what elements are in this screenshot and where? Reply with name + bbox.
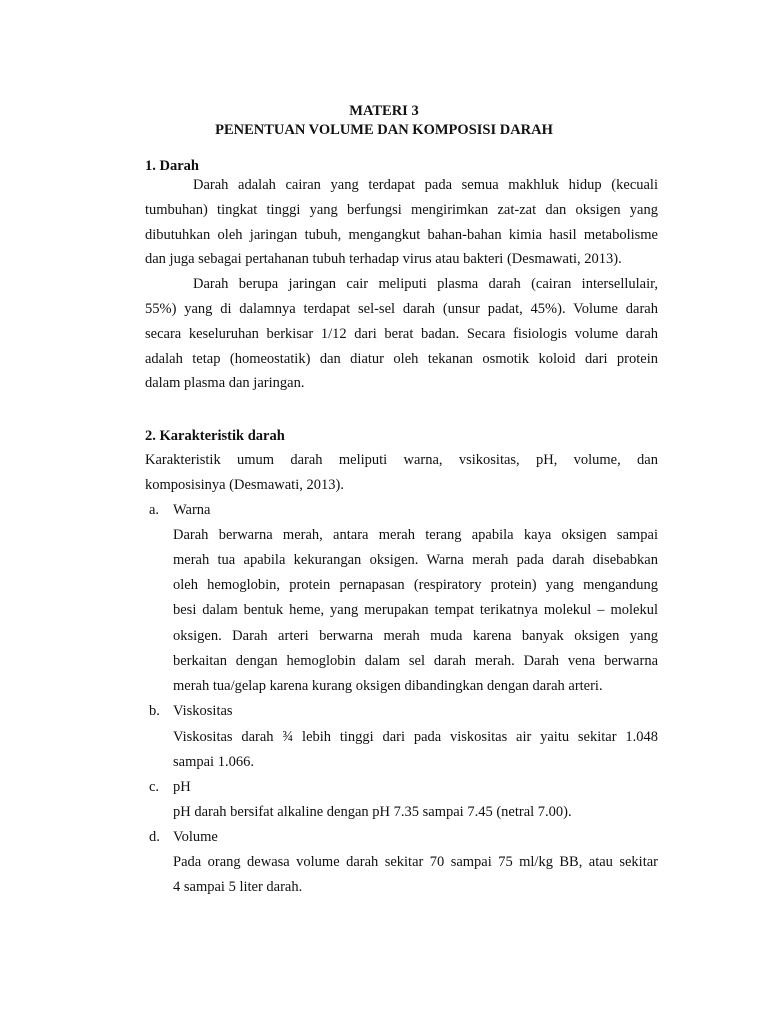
paragraph-line: dan juga sebagai pertahanan tubuh terhadap virus atau bakteri (Desmawati, 2013). [145, 251, 622, 267]
list-item-title: Volume [173, 829, 218, 845]
section-heading-darah: 1. Darah [145, 158, 199, 174]
document-subtitle: PENENTUAN VOLUME DAN KOMPOSISI DARAH [215, 122, 553, 138]
list-item-line: Pada orang dewasa volume darah sekitar 70 sampai 75 ml/kg BB, atau sekitar [173, 854, 658, 870]
list-item-title: Viskositas [173, 703, 233, 719]
list-item-line: berkaitan dengan hemoglobin dalam sel darah merah. Darah vena berwarna [173, 653, 658, 669]
paragraph-line: Darah adalah cairan yang terdapat pada semua makhluk hidup (kecuali [193, 177, 658, 193]
paragraph-line: Darah berupa jaringan cair meliputi plasma darah (cairan intersellulair, [193, 276, 658, 292]
list-item-line: oksigen. Darah arteri berwarna merah muda karena banyak oksigen yang [173, 628, 658, 644]
list-item-line: pH darah bersifat alkaline dengan pH 7.35 sampai 7.45 (netral 7.00). [173, 804, 572, 820]
paragraph-line: komposisinya (Desmawati, 2013). [145, 477, 344, 493]
section-heading-karakteristik: 2. Karakteristik darah [145, 428, 285, 444]
list-item-line: oleh hemoglobin, protein pernapasan (respiratory protein) yang mengandung [173, 577, 658, 593]
paragraph-line: secara keseluruhan berkisar 1/12 dari berat badan. Secara fisiologis volume darah [145, 326, 658, 342]
list-item-line: 4 sampai 5 liter darah. [173, 879, 303, 895]
list-item-line: besi dalam bentuk heme, yang merupakan tempat terikatnya molekul – molekul [173, 602, 658, 618]
document-title: MATERI 3 [349, 103, 419, 119]
paragraph-line: dalam plasma dan jaringan. [145, 375, 305, 391]
list-item-line: merah tua apabila kekurangan oksigen. Warna merah pada darah disebabkan [173, 552, 658, 568]
list-item-line: Viskositas darah ¾ lebih tinggi dari pada viskositas air yaitu sekitar 1.048 [173, 729, 658, 745]
list-marker: c. [149, 779, 160, 795]
list-item-title: Warna [173, 502, 211, 518]
list-item-line: sampai 1.066. [173, 754, 254, 770]
list-marker: b. [149, 703, 160, 719]
paragraph-line: adalah tetap (homeostatik) dan diatur oleh tekanan osmotik koloid dari protein [145, 351, 658, 367]
paragraph-line: Karakteristik umum darah meliputi warna, vsikositas, pH, volume, dan [145, 452, 658, 468]
list-item-line: merah tua/gelap karena kurang oksigen dibandingkan dengan darah arteri. [173, 678, 603, 694]
paragraph-line: tumbuhan) tingkat tinggi yang berfungsi mengirimkan zat-zat dan oksigen yang [145, 202, 658, 218]
list-item-title: pH [173, 779, 191, 795]
list-item-line: Darah berwarna merah, antara merah terang apabila kaya oksigen sampai [173, 527, 658, 543]
list-marker: d. [149, 829, 160, 845]
paragraph-line: dibutuhkan oleh jaringan tubuh, mengangkut bahan-bahan kimia hasil metabolisme [145, 227, 658, 243]
paragraph-line: 55%) yang di dalamnya terdapat sel-sel darah (unsur padat, 45%). Volume darah [145, 301, 658, 317]
list-marker: a. [149, 502, 160, 518]
